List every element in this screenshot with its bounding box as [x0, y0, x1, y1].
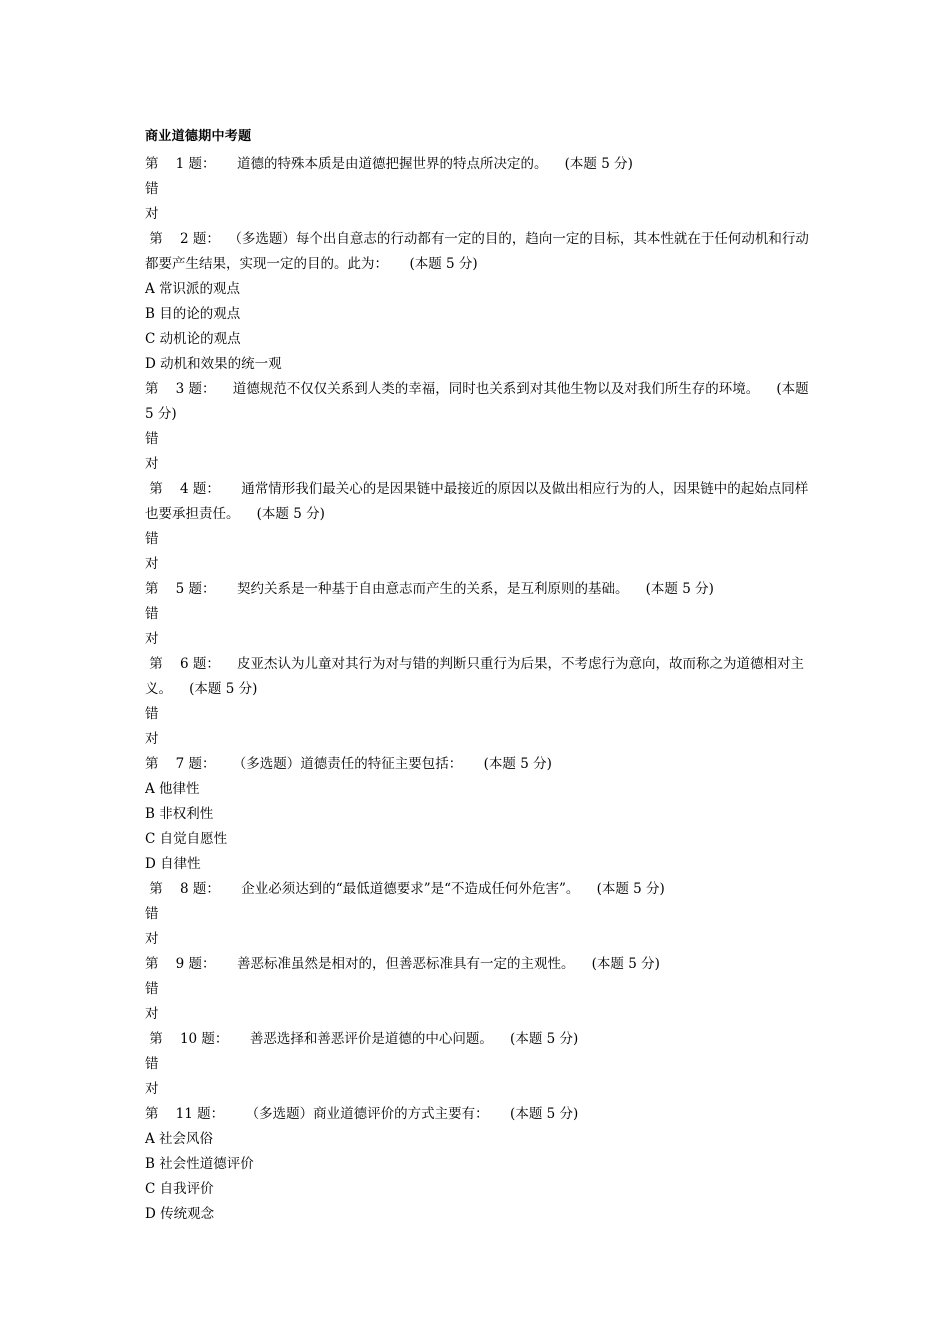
answer-option[interactable]: 错	[145, 906, 159, 922]
question-2	[145, 227, 810, 377]
answer-option[interactable]: 错	[145, 606, 159, 622]
question-9	[145, 952, 810, 1027]
answer-option[interactable]: C 自觉自愿性	[145, 831, 228, 847]
answer-option[interactable]: B 非权利性	[145, 806, 214, 822]
question-text: 第 2 题： （多选题）每个出自意志的行动都有一定的目的，趋向一定的目标，其本性就在于任何动机和行动都要产生结果，实现一定的目的。此为： (本题 5 分)	[145, 231, 809, 272]
answer-option[interactable]: 对	[145, 1006, 159, 1022]
document-title: 商业道德期中考题	[145, 129, 252, 144]
answer-option[interactable]: 对	[145, 731, 159, 747]
question-4	[145, 477, 810, 577]
question-text: 第 4 题： 通常情形我们最关心的是因果链中最接近的原因以及做出相应行为的人，因果链中的起始点同样也要承担责任。 (本题 5 分)	[145, 481, 809, 522]
answer-option[interactable]: 错	[145, 981, 159, 997]
question-3	[145, 377, 813, 477]
question-1	[145, 152, 810, 227]
answer-option[interactable]: 错	[145, 706, 159, 722]
answer-option[interactable]: A 社会风俗	[145, 1131, 214, 1147]
answer-option[interactable]: 对	[145, 931, 159, 947]
answer-option[interactable]: C 动机论的观点	[145, 331, 241, 347]
answer-option[interactable]: 错	[145, 531, 159, 547]
answer-option[interactable]: B 社会性道德评价	[145, 1156, 254, 1172]
question-text: 第 6 题： 皮亚杰认为儿童对其行为对与错的判断只重行为后果，不考虑行为意向，故而称之为道德相对主义。 (本题 5 分)	[145, 656, 805, 697]
answer-option[interactable]: D 自律性	[145, 856, 201, 872]
answer-option[interactable]: D 传统观念	[145, 1206, 215, 1222]
question-text: 第 10 题： 善恶选择和善恶评价是道德的中心问题。 (本题 5 分)	[145, 1031, 579, 1047]
answer-option[interactable]: D 动机和效果的统一观	[145, 356, 282, 372]
question-5	[145, 577, 810, 652]
question-text: 第 11 题： （多选题）商业道德评价的方式主要有： (本题 5 分)	[145, 1106, 579, 1122]
question-7	[145, 752, 810, 877]
answer-option[interactable]: A 他律性	[145, 781, 200, 797]
question-text: 第 9 题： 善恶标准虽然是相对的，但善恶标准具有一定的主观性。 (本题 5 分)	[145, 956, 660, 972]
question-text: 第 5 题： 契约关系是一种基于自由意志而产生的关系，是互利原则的基础。 (本题 5 分)	[145, 581, 714, 597]
question-6	[145, 652, 810, 752]
question-8	[145, 877, 810, 952]
document-page	[145, 128, 813, 1227]
answer-option[interactable]: 对	[145, 456, 159, 472]
question-10	[145, 1027, 810, 1102]
answer-option[interactable]: B 目的论的观点	[145, 306, 241, 322]
answer-option[interactable]: 错	[145, 1056, 159, 1072]
answer-option[interactable]: 对	[145, 206, 159, 222]
answer-option[interactable]: 错	[145, 431, 159, 447]
question-text: 第 1 题： 道德的特殊本质是由道德把握世界的特点所决定的。 (本题 5 分)	[145, 156, 633, 172]
question-11	[145, 1102, 810, 1227]
answer-option[interactable]: 对	[145, 1081, 159, 1097]
answer-option[interactable]: 错	[145, 181, 159, 197]
answer-option[interactable]: 对	[145, 556, 159, 572]
question-text: 第 3 题： 道德规范不仅仅关系到人类的幸福，同时也关系到对其他生物以及对我们所生存的环境。 (本题 5 分)	[145, 381, 813, 422]
answer-option[interactable]: C 自我评价	[145, 1181, 214, 1197]
question-text: 第 8 题： 企业必须达到的“最低道德要求”是“不造成任何外危害”。 (本题 5 分)	[145, 881, 665, 897]
answer-option[interactable]: A 常识派的观点	[145, 281, 241, 297]
answer-option[interactable]: 对	[145, 631, 159, 647]
question-text: 第 7 题： （多选题）道德责任的特征主要包括： (本题 5 分)	[145, 756, 552, 772]
